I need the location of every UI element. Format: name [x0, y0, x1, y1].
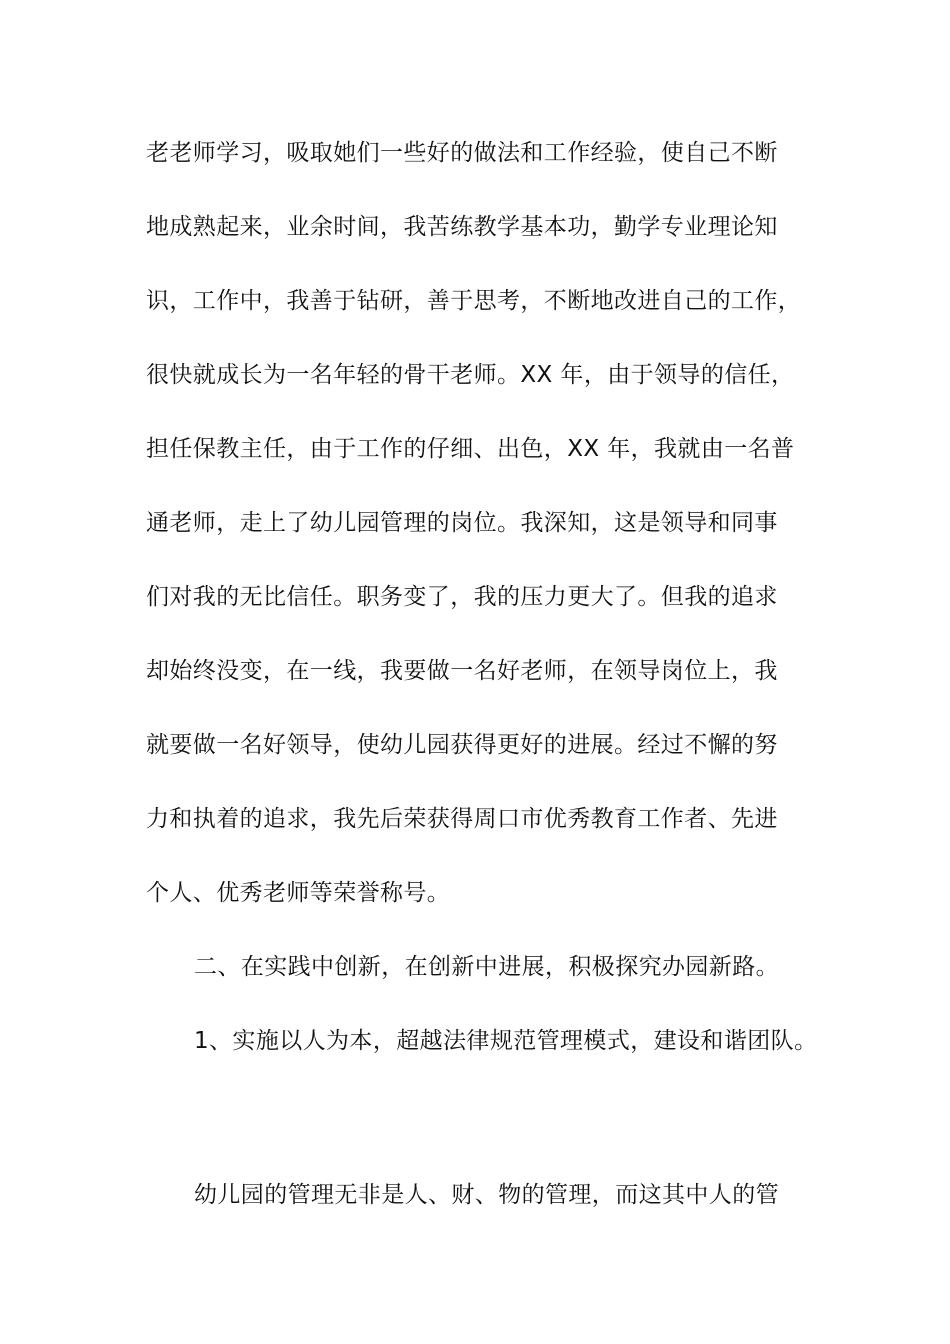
- subheading: 1、实施以人为本，超越法律规范管理模式，建设和谐团队。: [194, 1028, 818, 1054]
- paragraph-line: 识，工作中，我善于钻研，善于思考，不断地改进自己的工作，: [146, 288, 802, 314]
- paragraph-line: 很快就成长为一名年轻的骨干老师。XX 年，由于领导的信任，: [146, 362, 795, 388]
- paragraph-line: 就要做一名好领导，使幼儿园获得更好的进展。经过不懈的努: [146, 732, 778, 758]
- section-heading: 二、在实践中创新，在创新中进展，积极探究办园新路。: [194, 954, 779, 980]
- paragraph-line: 地成熟起来，业余时间，我苦练教学基本功，勤学专业理论知: [146, 214, 778, 240]
- paragraph-line: 却始终没变，在一线，我要做一名好老师，在领导岗位上，我: [146, 658, 778, 684]
- paragraph-line: 个人、优秀老师等荣誉称号。: [146, 880, 451, 906]
- paragraph-line: 通老师，走上了幼儿园管理的岗位。我深知，这是领导和同事: [146, 510, 778, 536]
- paragraph-line: 担任保教主任，由于工作的仔细、出色，XX 年，我就由一名普: [146, 436, 795, 462]
- paragraph-line: 老老师学习，吸取她们一些好的做法和工作经验，使自己不断: [146, 140, 778, 166]
- paragraph-line: 们对我的无比信任。职务变了，我的压力更大了。但我的追求: [146, 584, 778, 610]
- paragraph-line: 力和执着的追求，我先后荣获得周口市优秀教育工作者、先进: [146, 806, 778, 832]
- paragraph-line: 幼儿园的管理无非是人、财、物的管理，而这其中人的管: [194, 1182, 779, 1208]
